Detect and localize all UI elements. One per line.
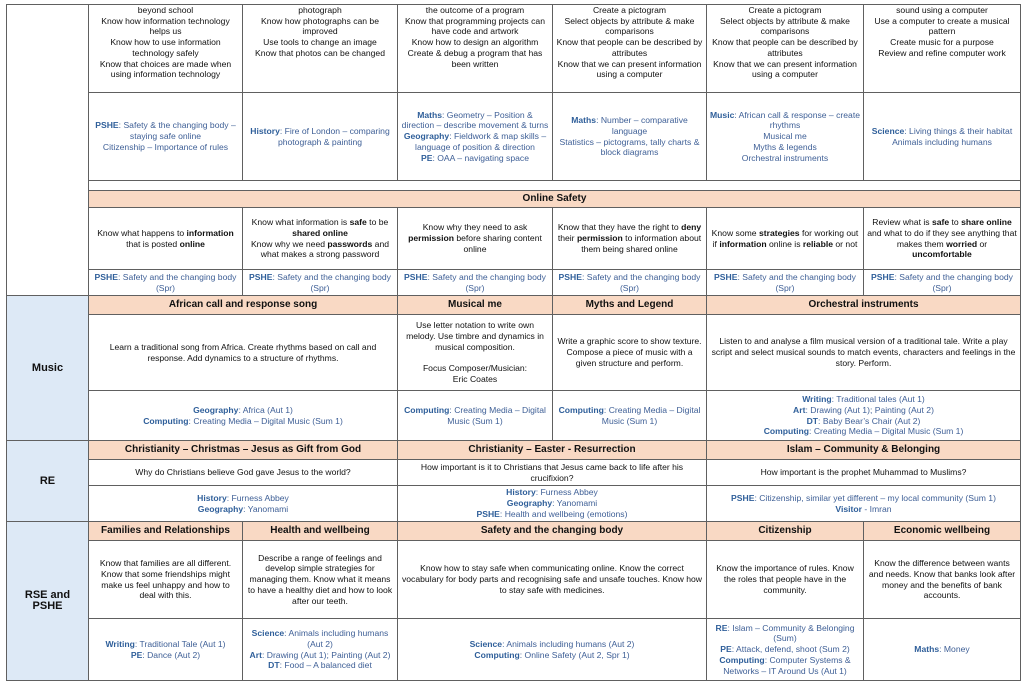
text-segment: : Safety & the changing body – staying safe online [118,120,236,142]
computing-objective [707,5,864,93]
bold-label: Computing [143,415,189,426]
music-links-row [7,391,1021,441]
text-segment: : Number – comparative language [596,115,688,136]
bold-label: PE [130,649,143,660]
rse-unit-title: Families and Relationships [89,522,243,541]
bold-label: Computing [719,654,765,665]
computing-link [707,93,864,181]
text-segment: : Living things & their habitat [904,125,1013,136]
text-segment: Use tools to change an image [263,37,377,48]
online-safety-objective [243,208,398,270]
text-segment: or [977,238,988,249]
text-segment: : Creating Media – Digital Music (Sum 1) [447,404,546,426]
text-segment: Review what is [872,217,932,228]
bold-label: uncomfortable [912,249,972,260]
computing-link [864,93,1021,181]
text-segment: for working out if [712,227,859,249]
text-segment: their [557,233,577,244]
text-segment: Know why they need to ask [422,222,528,233]
bold-label: PSHE [95,120,119,131]
rse-link [398,619,707,681]
text-segment: : Fieldwork & map skills – language of position & direction [415,131,547,152]
bold-label: safe [349,217,367,228]
computing-objective [864,5,1021,93]
text-segment: Listen to and analyse a film musical version of a traditional tale. Write a play script and select musical sounds to match events, characters and feelings in the story. Perform. [711,336,1016,368]
text-segment: : Creating Media – Digital Music (Sum 1) [188,415,343,426]
text-segment: : Furness Abbey [226,492,289,503]
text-segment: : Yanomami [552,498,598,509]
bold-label: Geography [197,503,244,514]
computing-objectives-row [7,5,1021,93]
text-segment: Know how to use information technology safely [110,37,221,58]
music-units-row [7,296,1021,315]
text-segment: Know how to design an algorithm [411,37,539,48]
bold-label: DT [806,415,819,426]
music-link [707,391,1021,441]
music-link [398,391,553,441]
rse-link [243,619,398,681]
online-safety-title: Online Safety [89,191,1021,208]
text-segment: Create a pictogram [592,5,667,15]
text-segment: : Yanomami [243,503,289,514]
music-link [89,391,398,441]
online-safety-link [553,270,707,296]
bold-label: Science [251,628,285,639]
rse-objectives-row [7,541,1021,619]
text-segment: Select objects by attribute & make comparisons [720,15,850,37]
bold-label: Computing [404,404,450,415]
text-segment: : Creating Media – Digital Music (Sum 1) [601,404,701,426]
text-segment: : Safety and the changing body (Spr) [272,271,391,293]
bold-label: Writing [802,394,832,405]
text-segment: Know what information is [251,217,350,228]
text-segment: Know that photos can be changed [255,47,385,58]
online-safety-link [864,270,1021,296]
rse-link [89,619,243,681]
bold-label: share online [961,217,1012,228]
music-objectives-row [7,315,1021,391]
text-segment: Animals including humans [892,136,992,147]
text-segment: : Baby Bear’s Chair (Aut 2) [818,415,921,426]
music-objective [398,315,553,391]
music-link [553,391,707,441]
bold-label: deny [681,222,702,233]
text-segment: : Safety and the changing body (Spr) [117,271,237,293]
re-question: Why do Christians believe God gave Jesus to the world? [89,460,398,486]
online-safety-objective [553,208,707,270]
rse-objective [398,541,707,619]
text-segment: Eric Coates [452,373,498,384]
text-segment: Write a graphic score to show texture. Compose a piece of music with a given structure and perform. [557,336,702,368]
text-segment: : Furness Abbey [535,487,598,498]
text-segment: to be [366,217,389,228]
rse-objective [864,541,1021,619]
text-segment: : OAA – navigating space [432,152,529,163]
text-segment: Know the difference between wants and needs. Know that banks look after money and the benefits of bank accounts. [868,558,1016,601]
text-segment: : Safety and the changing body (Spr) [427,271,546,293]
text-segment: Know that we can present information using a computer [713,58,857,80]
text-segment: Musical me [763,131,807,142]
text-segment: : Traditional tales (Aut 1) [831,394,925,405]
bold-label: Computing [558,404,604,415]
text-segment: Myths & legends [753,141,817,152]
text-segment: and what makes a strong password [260,238,390,260]
text-segment: before sharing content online [453,233,542,254]
text-segment: : Fire of London – comparing photograph & painting [277,125,390,147]
re-links-row [7,486,1021,522]
music-unit-title: African call and response song [89,296,398,315]
text-segment: : Citizenship, similar yet different – my local community (Sum 1) [754,492,996,503]
bold-label: PSHE [871,271,895,282]
text-segment: Create & debug a program that has been written [407,47,543,69]
text-segment: Learn a traditional song from Africa. Create rhythms based on call and response. Add dynamics to a structure of rhythms. [109,341,377,363]
bold-label: safe [931,217,950,228]
text-segment: online is [766,238,803,249]
music-unit-title: Musical me [398,296,553,315]
re-unit-title: Christianity – Easter - Resurrection [398,441,707,460]
computing-objective [243,5,398,93]
bold-label: Computing [763,426,810,437]
bold-label: PE [720,644,732,655]
bold-label: PSHE [714,271,738,282]
bold-label: online [179,238,205,249]
re-questions-row [7,460,1021,486]
bold-label: permission [408,233,454,244]
rse-unit-title: Health and wellbeing [243,522,398,541]
text-segment: : Online Safety (Aut 2, Spr 1) [519,649,630,660]
text-segment: : Africa (Aut 1) [238,404,293,415]
re-link [398,486,707,522]
text-segment: Orchestral instruments [741,152,829,163]
online-safety-objective [89,208,243,270]
bold-label: History [250,125,280,136]
text-segment: Describe a range of feelings and develop simple strategies for managing them. Know what it means to have a healthy diet and how to look after our teeth. [247,552,393,606]
bold-label: Science [469,638,503,649]
text-segment: : Money [939,644,970,655]
online-safety-header-row [7,191,1021,208]
online-safety-objective [864,208,1021,270]
text-segment: : Food – A balanced diet [279,660,372,671]
text-segment: Know how to stay safe when communicating online. Know the correct vocabulary for body parts and recognising safe and unsafe touches. Know how to stay safe with medicines. [401,563,702,595]
text-segment: : Computer Systems & Networks – IT Around Us (Aut 1) [723,654,851,676]
bold-label: Visitor [835,503,862,514]
bold-label: PSHE [731,492,755,503]
bold-label: Art [249,649,262,660]
text-segment: sound using a computer [896,5,988,15]
online-safety-link [398,270,553,296]
music-objective [89,315,398,391]
text-segment: : Safety and the changing body (Spr) [737,271,856,293]
text-segment: : Safety and the changing body (Spr) [581,271,701,293]
rse-objective [89,541,243,619]
computing-objective [553,5,707,93]
computing-links-row [7,93,1021,181]
text-segment: Know that they have the right to [557,222,682,233]
rse-links-row [7,619,1021,681]
text-segment: : Attack, defend, shoot (Sum 2) [731,644,850,655]
re-subject-label: RE [7,441,89,522]
online-safety-objective [398,208,553,270]
bold-label: permission [576,233,623,244]
bold-label: PSHE [249,271,273,282]
text-segment: : Islam – Community & Belonging (Sum) [727,622,855,644]
text-segment: Know that families are all different. Know that some friendships might make us feel unhappy and how to deal with this. [99,558,232,601]
text-segment: that is posted [126,238,180,249]
rse-subject-label: RSE and PSHE [7,522,89,681]
music-objective [553,315,707,391]
computing-objective [398,5,553,93]
re-question: How important is it to Christians that Jesus came back to life after his crucifixion? [398,460,707,486]
bold-label: Maths [571,115,597,126]
online-safety-links-row [7,270,1021,296]
bold-label: Art [793,404,806,415]
text-segment: the outcome of a program [425,5,525,15]
text-segment: beyond school [137,5,194,15]
text-segment: : Animals including humans (Aut 2) [502,638,635,649]
text-segment: Focus Composer/Musician: [422,363,528,374]
music-objective [707,315,1021,391]
text-segment: Know that programming projects can have code and artwork [405,15,545,37]
online-safety-objective [707,208,864,270]
computing-link [243,93,398,181]
re-link [707,486,1021,522]
text-segment: Know what happens to [97,227,187,238]
bold-label: strategies [758,227,800,238]
rse-unit-title: Economic wellbeing [864,522,1021,541]
computing-link [89,93,243,181]
text-segment: Citizenship – Importance of rules [102,141,229,152]
spacer-row [7,181,1021,191]
bold-label: Geography [193,404,239,415]
text-segment: Know that choices are made when using information technology [99,58,232,80]
music-unit-title: Myths and Legend [553,296,707,315]
text-segment: Know why we need [250,238,328,249]
computing-subject-cell [7,5,89,296]
rse-objective [707,541,864,619]
spacer-cell [89,181,1021,191]
bold-label: PE [421,152,433,163]
bold-label: RE [715,622,728,633]
bold-label: Writing [105,638,135,649]
online-safety-link [707,270,864,296]
rse-objective [243,541,398,619]
text-segment: Create music for a purpose [890,37,994,48]
online-safety-link [243,270,398,296]
bold-label: worried [946,238,978,249]
text-segment: : Geometry – Position & direction – describe movement & turns [401,109,549,131]
text-segment: Review and refine computer work [878,47,1006,58]
bold-label: Computing [474,649,520,660]
rse-units-row [7,522,1021,541]
bold-label: History [197,492,227,503]
bold-label: Geography [506,498,553,509]
rse-link [707,619,864,681]
text-segment: Know that people can be described by attributes [712,37,858,58]
text-segment: : Drawing (Aut 1); Painting (Aut 2) [261,649,391,660]
bold-label: DT [268,660,280,671]
re-unit-title: Christianity – Christmas – Jesus as Gift from God [89,441,398,460]
bold-label: PSHE [558,271,582,282]
text-segment: Use a computer to create a musical pattern [874,15,1010,37]
text-segment: : Dance (Aut 2) [142,649,201,660]
text-segment: Know the importance of rules. Know the roles that people have in the community. [716,563,854,595]
computing-link [398,93,553,181]
text-segment: Know that people can be described by attributes [556,37,703,58]
bold-label: PSHE [404,271,428,282]
bold-label: Music [710,109,735,120]
re-link [89,486,398,522]
music-unit-title: Orchestral instruments [707,296,1021,315]
music-subject-label: Music [7,296,89,441]
computing-objective [89,5,243,93]
bold-label: PSHE [94,271,118,282]
bold-label: PSHE [476,508,500,519]
bold-label: Maths [417,109,443,120]
rse-link [864,619,1021,681]
bold-label: shared online [292,227,348,238]
text-segment: to [949,217,962,228]
bold-label: Science [871,125,905,136]
text-segment: Know some [711,227,759,238]
text-segment: Use letter notation to write own melody. Use timbre and dynamics in musical composition. [406,320,544,352]
text-segment: : Drawing (Aut 1); Painting (Aut 2) [805,404,934,415]
text-segment: Create a pictogram [748,5,822,15]
text-segment: : Animals including humans (Aut 2) [284,628,389,649]
bold-label: information [719,238,767,249]
text-segment: : Safety and the changing body (Spr) [894,271,1013,293]
bold-label: passwords [327,238,373,249]
rse-unit-title: Citizenship [707,522,864,541]
text-segment: : Creating Media – Digital Music (Sum 1) [809,426,964,437]
computing-link [553,93,707,181]
text-segment: or not [833,238,858,249]
bold-label: information [186,227,234,238]
text-segment: Know that we can present information using a computer [557,58,702,80]
bold-label: Maths [914,644,940,655]
text-segment: photograph [298,5,342,15]
bold-label: Geography [403,131,450,142]
rse-unit-title: Safety and the changing body [398,522,707,541]
online-safety-objectives-row [7,208,1021,270]
bold-label: reliable [802,238,833,249]
text-segment: : African call & response – create rhythms [734,109,860,131]
text-segment: Statistics – pictograms, tally charts & block diagrams [559,136,700,158]
text-segment: - Imran [861,503,892,514]
re-unit-title: Islam – Community & Belonging [707,441,1021,460]
online-safety-link [89,270,243,296]
text-segment: Know how photographs can be improved [260,15,379,37]
text-segment: Know how information technology helps us [101,15,230,37]
text-segment: Select objects by attribute & make comparisons [564,15,695,37]
text-segment: : Traditional Tale (Aut 1) [134,638,226,649]
bold-label: History [506,487,536,498]
re-question: How important is the prophet Muhammad to Muslims? [707,460,1021,486]
re-units-row [7,441,1021,460]
text-segment: : Health and wellbeing (emotions) [499,508,628,519]
text-segment: to information about them being shared online [581,233,702,254]
text-segment: and what to do if they see anything that makes them [867,227,1017,249]
curriculum-map-table [6,4,1021,681]
